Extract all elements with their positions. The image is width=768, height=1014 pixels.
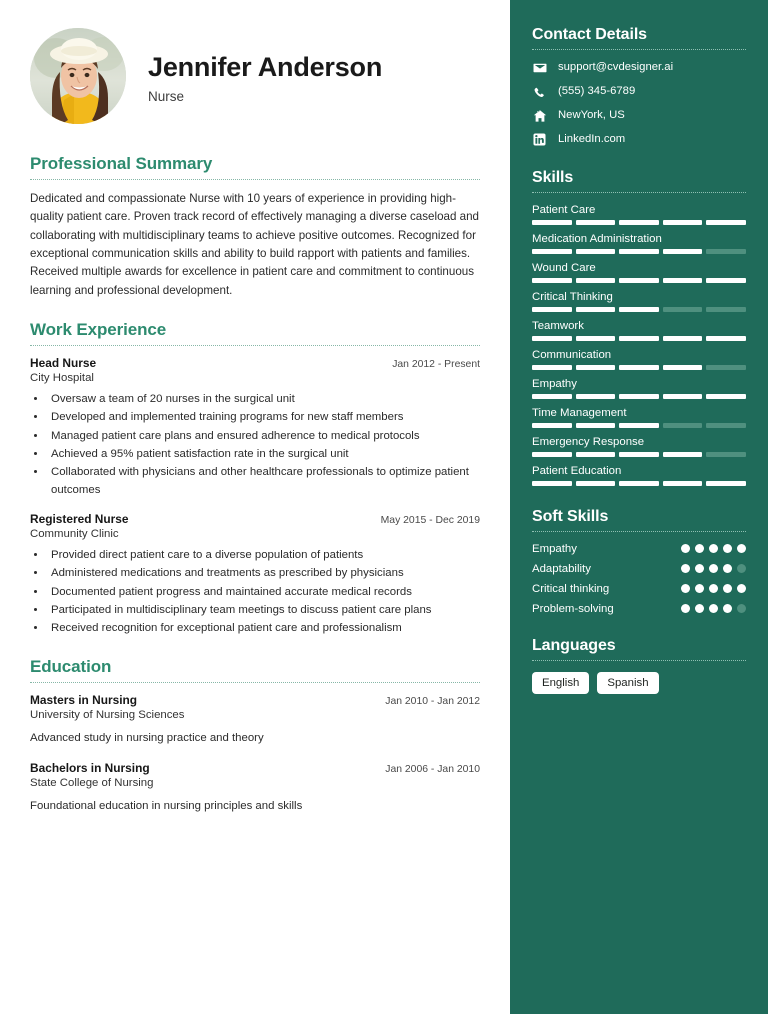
soft-skill-label: Empathy	[532, 542, 577, 555]
education-entry	[30, 761, 480, 815]
rating-dot	[723, 584, 732, 593]
rating-dot	[709, 584, 718, 593]
rating-dot	[737, 544, 746, 553]
skill-bar-segment	[532, 365, 572, 370]
sidebar-section-soft-skills	[532, 508, 746, 615]
rating-dot	[695, 564, 704, 573]
skill-bar-segment	[532, 220, 572, 225]
soft-skill-rating	[681, 544, 746, 553]
skill-level-bar	[532, 220, 746, 225]
experience-list	[30, 356, 480, 638]
skill-bar-segment	[706, 278, 746, 283]
entry-header	[30, 356, 480, 370]
entry-header	[30, 761, 480, 775]
summary-text: Dedicated and compassionate Nurse with 10 years of experience in providing high-quality patient care. Proven track record of effectively managing a diverse caseload and collaborating with multidisciplinary teams to achieve positive outcomes. Recognized for exceptional communication skills and ability to build rapport with patients and families. Received multiple awards for excellence in patient care and commitment to continuous learning and professional development.	[30, 192, 479, 297]
sidebar-divider	[532, 660, 746, 661]
skill-bar-segment	[576, 481, 616, 486]
contact-row[interactable]	[532, 109, 746, 123]
skill-bar-segment	[663, 423, 703, 428]
skill-bar-segment	[532, 423, 572, 428]
skill-bar-segment	[576, 249, 616, 254]
rating-dot	[695, 544, 704, 553]
skill-bar-segment	[663, 481, 703, 486]
identity-block	[148, 48, 382, 103]
entry-header	[30, 512, 480, 526]
rating-dot	[737, 604, 746, 613]
contact-value: LinkedIn.com	[558, 133, 626, 145]
rating-dot	[709, 544, 718, 553]
skill-level-bar	[532, 336, 746, 341]
rating-dot	[723, 564, 732, 573]
sidebar-title-contact: Contact Details	[532, 26, 647, 43]
experience-entry	[30, 356, 480, 499]
skill-bar-segment	[663, 365, 703, 370]
section-professional-summary	[30, 154, 480, 300]
rating-dot	[723, 604, 732, 613]
rating-dot	[681, 604, 690, 613]
skill-label: Empathy	[532, 377, 577, 390]
degree-date-range: Jan 2006 - Jan 2010	[385, 763, 480, 775]
skill-bar-segment	[532, 481, 572, 486]
skill-bar-segment	[532, 394, 572, 399]
sidebar-title-soft-skills: Soft Skills	[532, 507, 609, 525]
skill-item	[532, 349, 746, 370]
skill-bar-segment	[706, 452, 746, 457]
skill-level-bar	[532, 481, 746, 486]
skill-level-bar	[532, 307, 746, 312]
skill-bar-segment	[576, 336, 616, 341]
skill-level-bar	[532, 394, 746, 399]
resume-header	[30, 28, 480, 124]
skill-level-bar	[532, 423, 746, 428]
sidebar-divider	[532, 192, 746, 193]
job-bullet: • Achieved a 95% patient satisfaction rate in the surgical unit	[47, 446, 480, 463]
job-title: Nurse	[148, 88, 185, 104]
skill-bar-segment	[532, 278, 572, 283]
skill-bar-segment	[576, 452, 616, 457]
skill-item	[532, 436, 746, 457]
skill-bar-segment	[619, 452, 659, 457]
envelope-icon	[532, 61, 547, 75]
job-bullet: • Administered medications and treatments as prescribed by physicians	[47, 565, 480, 582]
rating-dot	[737, 584, 746, 593]
skill-item	[532, 262, 746, 283]
job-bullet-list	[47, 391, 480, 499]
contact-value: support@cvdesigner.ai	[558, 61, 674, 74]
skill-label: Teamwork	[532, 319, 584, 332]
skill-bar-segment	[619, 481, 659, 486]
skill-label: Communication	[532, 348, 612, 361]
full-name: Jennifer Anderson	[148, 52, 383, 83]
skill-label: Time Management	[532, 406, 627, 419]
linkedin-icon	[532, 133, 547, 146]
skill-bar-segment	[576, 365, 616, 370]
entry-header	[30, 693, 480, 707]
section-divider	[30, 345, 480, 346]
contact-row[interactable]	[532, 133, 746, 147]
job-bullet: • Collaborated with physicians and other healthcare professionals to optimize patient outcomes	[47, 464, 480, 499]
section-work-experience	[30, 320, 480, 638]
soft-skill-item	[532, 563, 746, 575]
skill-item	[532, 291, 746, 312]
section-divider	[30, 179, 480, 180]
school-name: State College of Nursing	[30, 776, 154, 789]
section-title-summary: Professional Summary	[30, 154, 213, 173]
skill-bar-segment	[532, 452, 572, 457]
job-bullet: • Developed and implemented training programs for new staff members	[47, 409, 480, 426]
skill-bar-segment	[663, 220, 703, 225]
phone-icon	[532, 85, 547, 99]
skill-bar-segment	[663, 249, 703, 254]
skill-bar-segment	[619, 278, 659, 283]
job-bullet: • Managed patient care plans and ensured adherence to medical protocols	[47, 428, 480, 445]
job-date-range: May 2015 - Dec 2019	[380, 514, 480, 526]
skill-bar-segment	[663, 336, 703, 341]
skill-bar-segment	[663, 394, 703, 399]
skill-label: Wound Care	[532, 261, 596, 274]
skill-bar-segment	[619, 307, 659, 312]
rating-dot	[681, 584, 690, 593]
skill-bar-segment	[532, 307, 572, 312]
sidebar-divider	[532, 49, 746, 50]
skill-bar-segment	[706, 481, 746, 486]
skill-item	[532, 320, 746, 341]
skill-bar-segment	[576, 423, 616, 428]
rating-dot	[709, 604, 718, 613]
job-role: Registered Nurse	[30, 511, 129, 526]
degree-description: Foundational education in nursing principles and skills	[30, 799, 303, 812]
soft-skill-item	[532, 543, 746, 555]
soft-skill-rating	[681, 564, 746, 573]
experience-entry	[30, 512, 480, 638]
skill-item	[532, 378, 746, 399]
degree-name: Masters in Nursing	[30, 693, 138, 708]
skill-bar-segment	[663, 452, 703, 457]
contact-row[interactable]	[532, 85, 746, 99]
section-title-education: Education	[30, 657, 112, 677]
contact-row[interactable]	[532, 61, 746, 75]
contact-list	[532, 61, 746, 147]
contact-value: (555) 345-6789	[558, 85, 636, 98]
skill-bar-segment	[706, 365, 746, 370]
sidebar-section-skills	[532, 169, 746, 486]
education-entry	[30, 693, 480, 747]
language-chip: English	[532, 672, 589, 694]
avatar	[30, 28, 126, 124]
soft-skill-rating	[681, 584, 746, 593]
skill-bar-segment	[576, 278, 616, 283]
school-name: University of Nursing Sciences	[30, 709, 185, 722]
skill-bar-segment	[576, 394, 616, 399]
job-role: Head Nurse	[30, 355, 97, 370]
language-chip: Spanish	[597, 672, 658, 694]
skill-label: Critical Thinking	[532, 290, 613, 303]
skill-bar-segment	[532, 336, 572, 341]
section-education	[30, 657, 480, 814]
rating-dot	[695, 604, 704, 613]
job-organization: City Hospital	[30, 371, 94, 384]
skill-bar-segment	[619, 365, 659, 370]
rating-dot	[723, 544, 732, 553]
soft-skill-item	[532, 603, 746, 615]
skill-item	[532, 204, 746, 225]
soft-skill-label: Problem-solving	[532, 602, 614, 615]
skill-bar-segment	[706, 394, 746, 399]
skill-label: Patient Care	[532, 203, 596, 216]
skill-level-bar	[532, 249, 746, 254]
skill-bar-segment	[619, 394, 659, 399]
skill-label: Patient Education	[532, 464, 622, 477]
sidebar-section-languages	[532, 637, 746, 694]
degree-description: Advanced study in nursing practice and theory	[30, 732, 264, 745]
section-divider	[30, 682, 480, 683]
sidebar-section-contact	[532, 26, 746, 147]
education-list	[30, 693, 480, 814]
soft-skills-list	[532, 543, 746, 615]
degree-date-range: Jan 2010 - Jan 2012	[385, 696, 480, 708]
rating-dot	[681, 544, 690, 553]
skill-level-bar	[532, 278, 746, 283]
rating-dot	[695, 584, 704, 593]
job-bullet: • Oversaw a team of 20 nurses in the surgical unit	[47, 391, 480, 408]
skills-list	[532, 204, 746, 486]
soft-skill-item	[532, 583, 746, 595]
skill-bar-segment	[663, 307, 703, 312]
job-date-range: Jan 2012 - Present	[392, 358, 480, 370]
skill-bar-segment	[532, 249, 572, 254]
skill-item	[532, 233, 746, 254]
soft-skill-label: Adaptability	[532, 562, 591, 575]
section-title-experience: Work Experience	[30, 319, 167, 339]
skill-bar-segment	[619, 249, 659, 254]
soft-skill-rating	[681, 604, 746, 613]
job-organization: Community Clinic	[30, 527, 119, 540]
skill-label: Medication Administration	[532, 232, 662, 245]
skill-bar-segment	[576, 307, 616, 312]
skill-label: Emergency Response	[532, 435, 645, 448]
job-bullet: • Documented patient progress and maintained accurate medical records	[47, 584, 480, 601]
skill-bar-segment	[576, 220, 616, 225]
contact-value: NewYork, US	[558, 109, 625, 122]
sidebar	[510, 0, 768, 1014]
skill-level-bar	[532, 452, 746, 457]
skill-bar-segment	[706, 307, 746, 312]
sidebar-title-languages: Languages	[532, 636, 616, 654]
skill-bar-segment	[706, 423, 746, 428]
home-icon	[532, 109, 547, 123]
skill-bar-segment	[619, 220, 659, 225]
skill-item	[532, 465, 746, 486]
rating-dot	[709, 564, 718, 573]
sidebar-title-skills: Skills	[532, 168, 574, 186]
skill-bar-segment	[706, 336, 746, 341]
skill-level-bar	[532, 365, 746, 370]
languages-list	[532, 672, 746, 694]
rating-dot	[681, 564, 690, 573]
skill-bar-segment	[706, 220, 746, 225]
skill-item	[532, 407, 746, 428]
rating-dot	[737, 564, 746, 573]
soft-skill-label: Critical thinking	[532, 582, 610, 595]
skill-bar-segment	[619, 423, 659, 428]
job-bullet: • Received recognition for exceptional patient care and professionalism	[47, 620, 480, 637]
job-bullet-list	[47, 547, 480, 638]
job-bullet: • Participated in multidisciplinary team meetings to discuss patient care plans	[47, 602, 480, 619]
skill-bar-segment	[663, 278, 703, 283]
sidebar-divider	[532, 531, 746, 532]
degree-name: Bachelors in Nursing	[30, 760, 150, 775]
portrait-photo-icon	[30, 28, 126, 124]
job-bullet: • Provided direct patient care to a diverse population of patients	[47, 547, 480, 564]
skill-bar-segment	[706, 249, 746, 254]
skill-bar-segment	[619, 336, 659, 341]
